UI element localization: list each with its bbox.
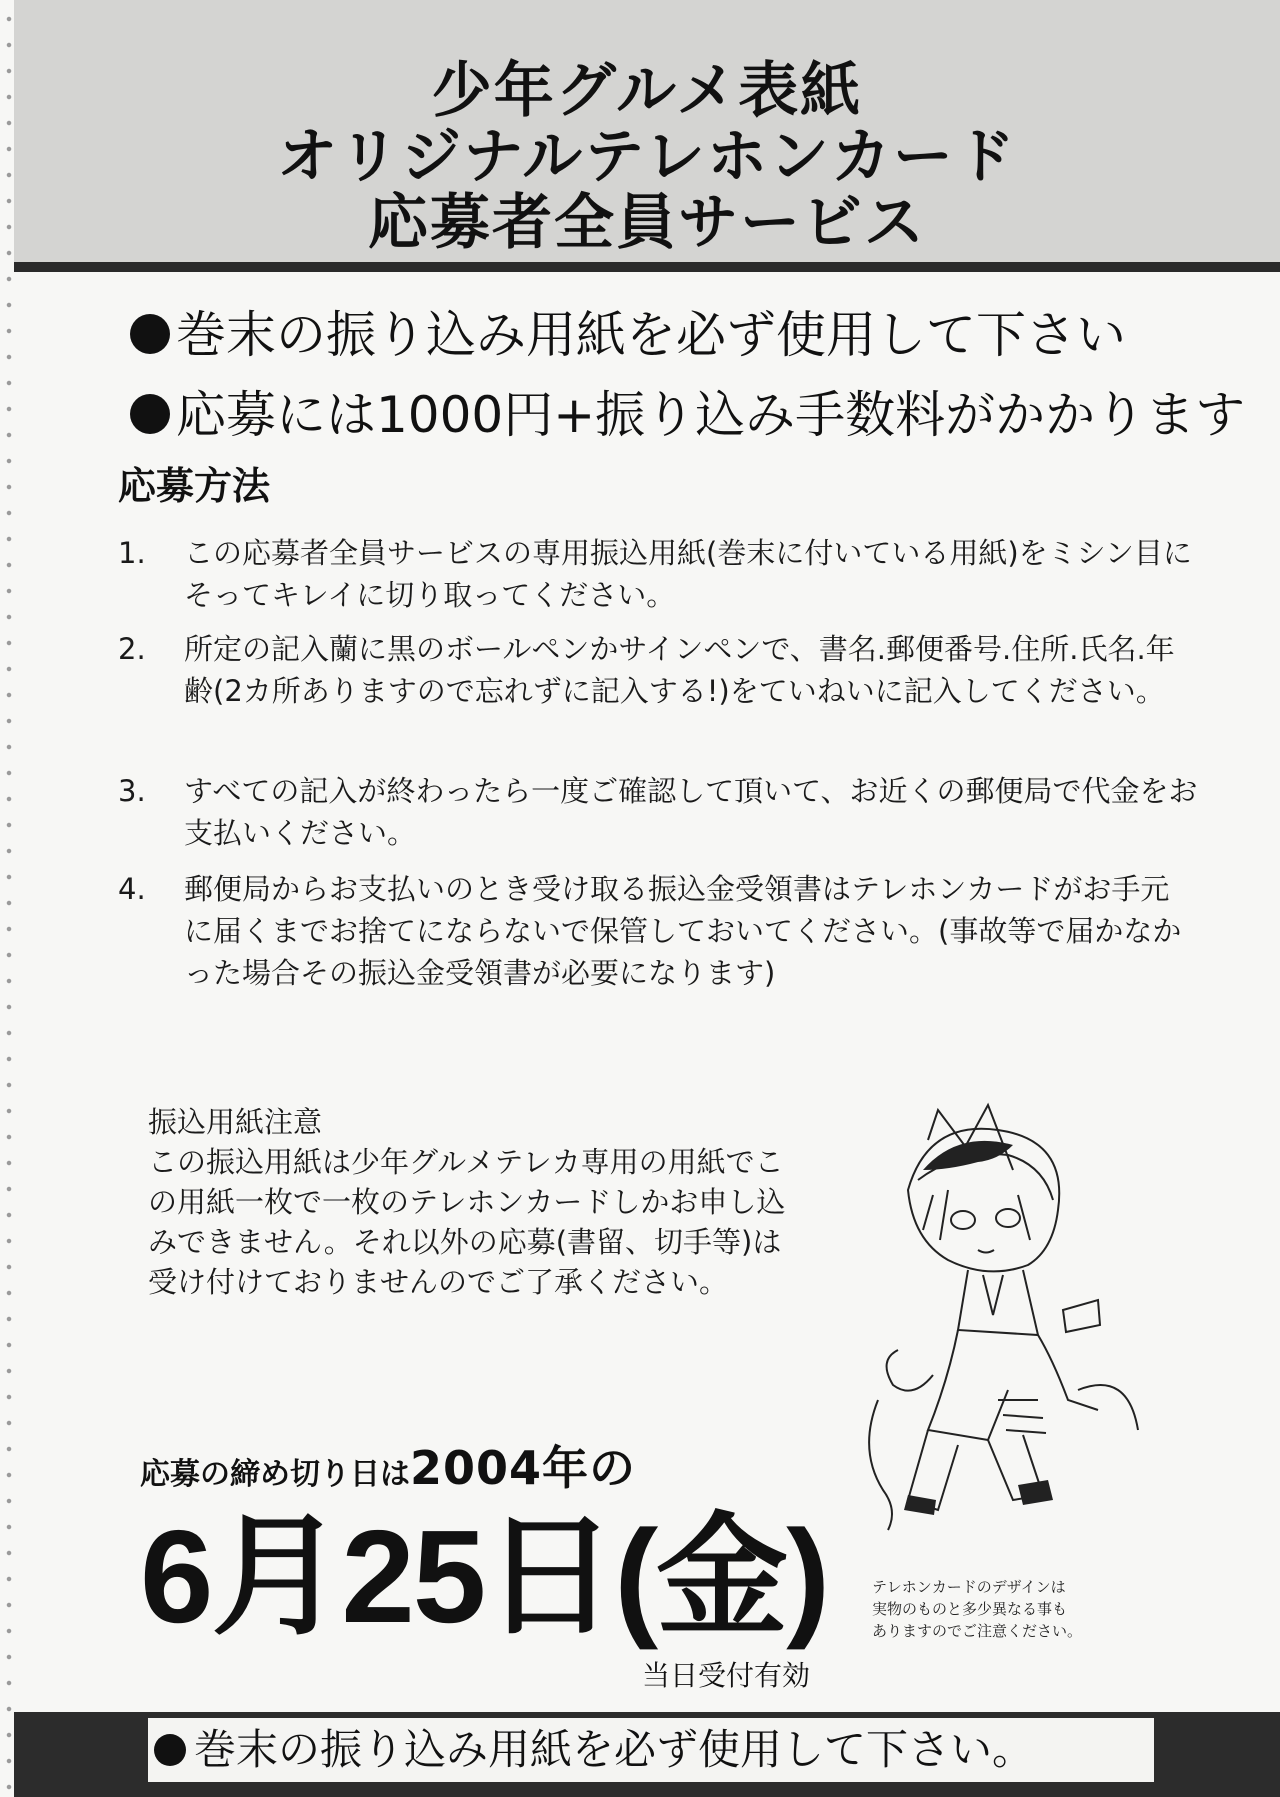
notice-body: この振込用紙は少年グルメテレカ専用の用紙でこの用紙一枚で一枚のテレホンカードしかお申し込みできません。それ以外の応募(書留、切手等)は受け付けておりませんのでご了承ください。 bbox=[148, 1145, 786, 1299]
deadline-prefix: 応募の締め切り日は bbox=[140, 1457, 410, 1492]
bullet-line-2 bbox=[130, 385, 1245, 445]
same-day-valid-note: 当日受付有効 bbox=[642, 1659, 811, 1692]
step-2 bbox=[118, 628, 1198, 712]
method-heading: 応募方法 bbox=[118, 464, 271, 508]
header-title-line-2: オリジナルテレホンカード bbox=[277, 122, 1017, 192]
header-title bbox=[14, 58, 1280, 256]
design-disclaimer: テレホンカードのデザインは 実物のものと多少異なる事も ありますのでご注意ください。 bbox=[872, 1578, 1083, 1640]
step-1 bbox=[118, 532, 1198, 616]
step-number: 1. bbox=[118, 536, 146, 570]
step-text: 所定の記入蘭に黒のボールペンかサインペンで、書名.郵便番号.住所.氏名.年齢(2カ所ありますので忘れずに記入する!)をていねいに記入してください。 bbox=[184, 632, 1175, 708]
step-text: この応募者全員サービスの専用振込用紙(巻末に付いている用紙)をミシン目にそってキレイに切り取ってください。 bbox=[184, 536, 1192, 612]
deadline-date: 6月25日(金) bbox=[140, 1503, 829, 1650]
header-divider bbox=[14, 262, 1280, 272]
footer-text: 巻末の振り込み用紙を必ず使用して下さい。 bbox=[194, 1725, 1035, 1774]
footer-reminder bbox=[148, 1718, 1154, 1782]
step-number: 3. bbox=[118, 774, 146, 808]
step-number: 2. bbox=[118, 632, 146, 666]
step-3 bbox=[118, 770, 1198, 854]
bullet-line-1 bbox=[130, 305, 1126, 365]
header-title-line-3: 応募者全員サービス bbox=[368, 188, 926, 258]
transfer-form-notice bbox=[148, 1102, 788, 1302]
bullet-text-2: 応募には1000円+振り込み手数料がかかります bbox=[176, 386, 1246, 444]
perforation-edge bbox=[0, 0, 14, 1797]
bullet-text-1: 巻末の振り込み用紙を必ず使用して下さい bbox=[176, 306, 1126, 364]
step-number: 4. bbox=[118, 872, 146, 906]
step-4 bbox=[118, 868, 1198, 994]
black-circle-icon bbox=[130, 314, 170, 354]
step-text: 郵便局からお支払いのとき受け取る振込金受領書はテレホンカードがお手元に届くまでお捨てにならないで保管しておいてください。(事故等で届かなかった場合その振込金受領書が必要になります) bbox=[184, 872, 1182, 990]
notice-heading: 振込用紙注意 bbox=[148, 1105, 323, 1139]
black-circle-icon bbox=[130, 394, 170, 434]
deadline-year: 2004年の bbox=[410, 1441, 637, 1495]
header-title-line-1: 少年グルメ表紙 bbox=[431, 56, 863, 126]
cat-eared-character-illustration bbox=[838, 1100, 1158, 1540]
step-text: すべての記入が終わったら一度ご確認して頂いて、お近くの郵便局で代金をお支払いください。 bbox=[184, 774, 1198, 850]
black-circle-icon bbox=[154, 1734, 186, 1766]
deadline-intro bbox=[140, 1432, 636, 1498]
